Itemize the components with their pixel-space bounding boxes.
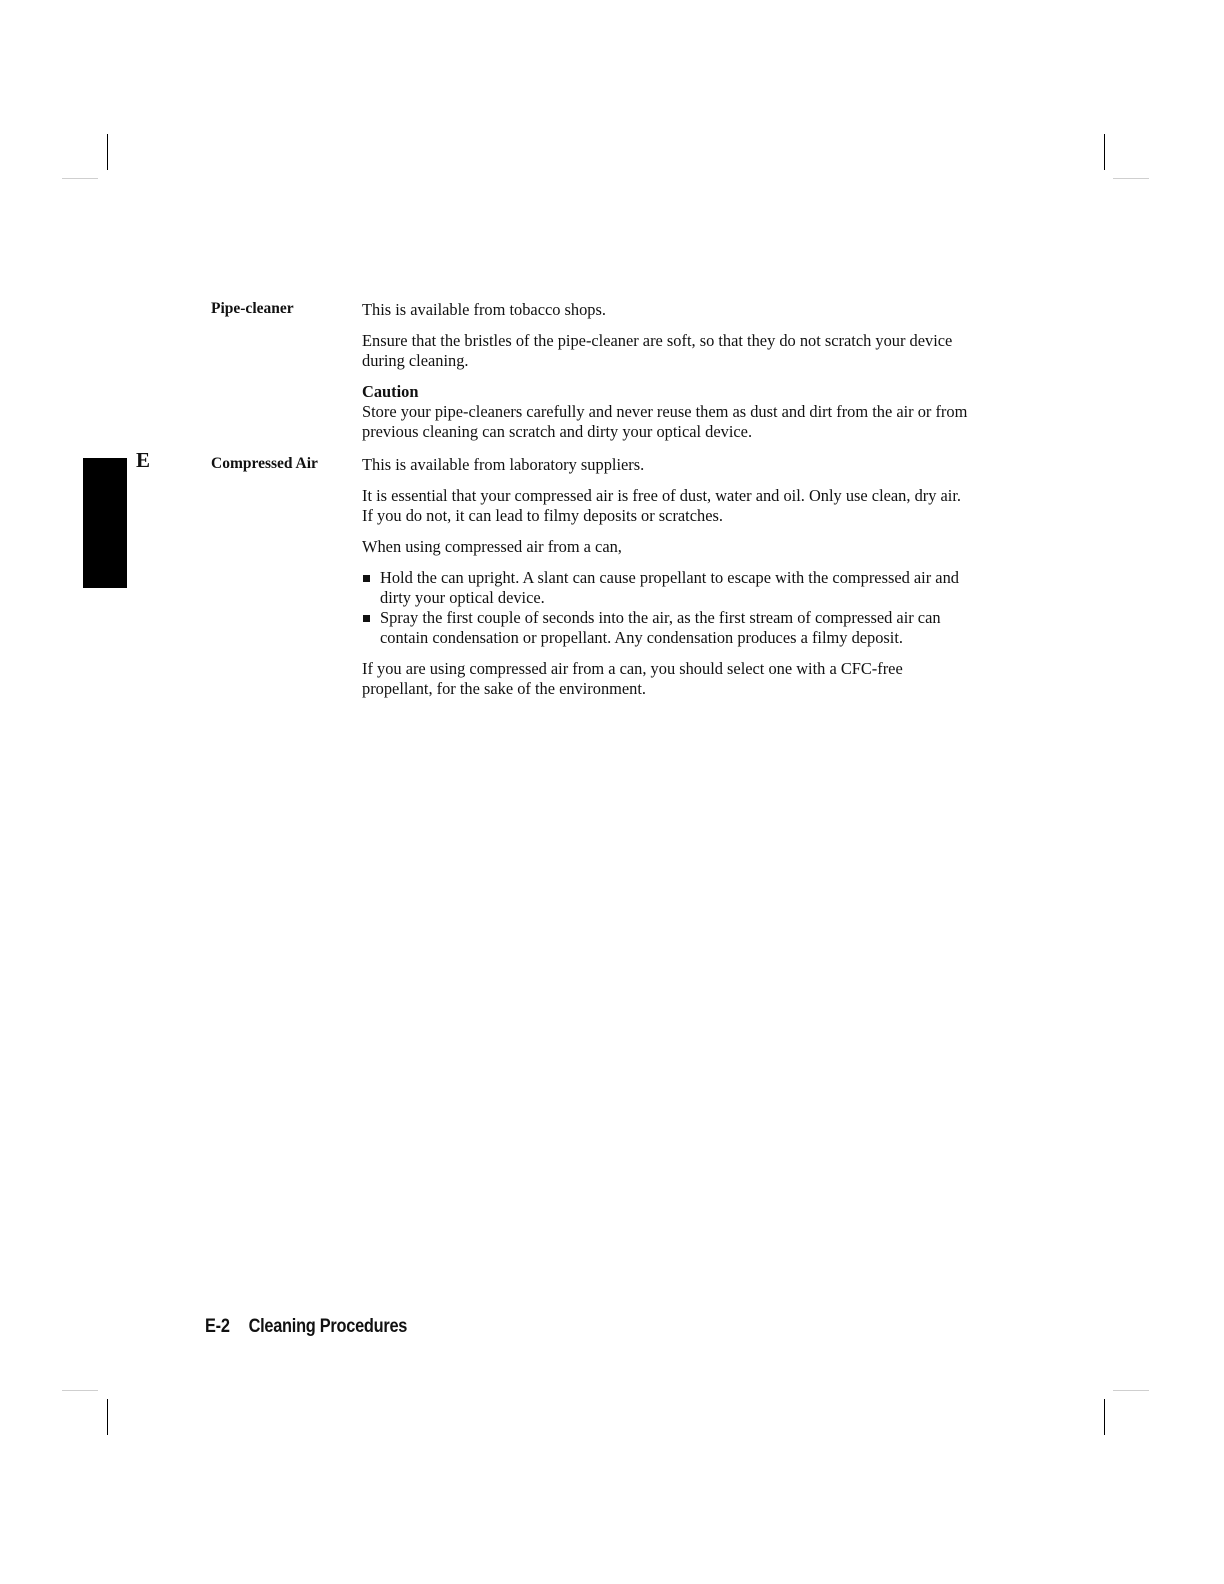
- chapter-thumb-tab: [83, 458, 127, 588]
- page-number: E-2: [205, 1316, 230, 1337]
- paragraph: This is available from laboratory suppliers.: [362, 455, 645, 474]
- bullet-list: [362, 568, 972, 648]
- term-label: Pipe-cleaner: [211, 300, 294, 317]
- crop-mark-bottom-left-h: [62, 1390, 98, 1391]
- crop-mark-top-left-h: [62, 178, 98, 179]
- paragraph: Ensure that the bristles of the pipe-cleaner are soft, so that they do not scratch your device during cleaning.: [362, 331, 953, 370]
- list-item-text: Spray the first couple of seconds into the air, as the first stream of compressed air can contain condensation or propellant. Any condensation produces a filmy deposit.: [380, 608, 941, 647]
- section-title: Cleaning Procedures: [248, 1316, 408, 1337]
- list-item: [362, 568, 972, 608]
- crop-mark-top-right-h: [1113, 178, 1149, 179]
- paragraph: If you are using compressed air from a can, you should select one with a CFC-free propellant, for the sake of the environment.: [362, 659, 903, 698]
- crop-mark-bottom-right-h: [1113, 1390, 1149, 1391]
- crop-mark-bottom-right: [1104, 1399, 1105, 1435]
- caution-label: Caution: [362, 382, 419, 401]
- page-footer: [205, 1316, 407, 1338]
- crop-mark-top-left: [107, 134, 108, 170]
- entry-body: [362, 455, 972, 710]
- list-item: [362, 608, 972, 648]
- caution-block: [362, 382, 972, 442]
- square-bullet-icon: [363, 615, 370, 622]
- paragraph: When using compressed air from a can,: [362, 537, 622, 556]
- term-label: Compressed Air: [211, 455, 318, 472]
- paragraph: It is essential that your compressed air is free of dust, water and oil. Only use clean, dry air. If you do not, it can lead to filmy deposits or scratches.: [362, 486, 961, 525]
- square-bullet-icon: [363, 575, 370, 582]
- list-item-text: Hold the can upright. A slant can cause propellant to escape with the compressed air and dirty your optical device.: [380, 568, 959, 607]
- crop-mark-bottom-left: [107, 1399, 108, 1435]
- entry-body: [362, 300, 972, 453]
- paragraph: This is available from tobacco shops.: [362, 300, 606, 319]
- chapter-tab-letter: E: [136, 448, 151, 472]
- crop-mark-top-right: [1104, 134, 1105, 170]
- caution-text: Store your pipe-cleaners carefully and never reuse them as dust and dirt from the air or from previous cleaning can scratch and dirty your optical device.: [362, 402, 968, 441]
